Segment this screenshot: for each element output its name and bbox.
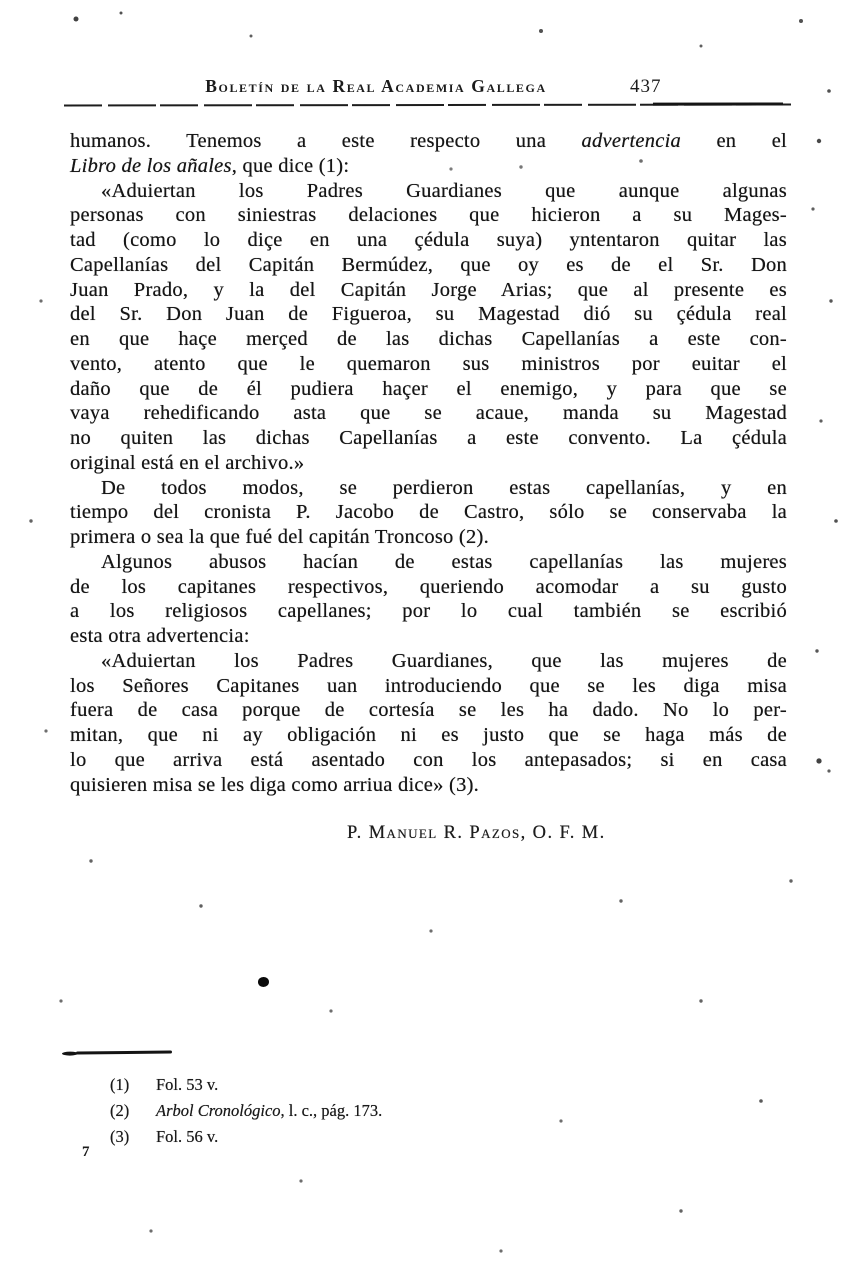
text-line: a los religiosos capellanes; por lo cual también se escribió [70, 600, 787, 623]
page-body [70, 129, 787, 797]
text-line: daño que de él pudiera haçer el enemigo, y para que se [70, 377, 787, 400]
sheet-number: 7 [82, 1144, 90, 1160]
author-signature: P. Manuel R. Pazos, O. F. M. [347, 823, 606, 843]
text-line: primera o sea la que fué del capitán Troncoso (2). [70, 526, 489, 548]
paragraph [70, 129, 787, 179]
paragraph [70, 179, 787, 476]
footnote-number: (2) [110, 1101, 130, 1120]
footnote [110, 1072, 630, 1098]
text-line: mitan, que ni ay obligación ni es justo que se haga más de [70, 724, 787, 746]
footnote [110, 1124, 630, 1150]
text-line: personas con siniestras delaciones que hicieron a su Mages- [70, 204, 787, 227]
scan-noise [0, 0, 2, 2]
text-line: original está en el archivo.» [70, 451, 305, 474]
text-line: quisieren misa se les diga como arriua dice» (3). [70, 773, 480, 796]
text-line: vento, atento que le quemaron sus ministros por euitar el [70, 352, 787, 375]
text-line: en que haçe merçed de las dichas Capellanías a este con- [70, 328, 787, 350]
text-line: Algunos abusos hacían de estas capellanías las mujeres [101, 550, 787, 573]
paragraph [70, 476, 787, 550]
ink-blot [258, 977, 269, 987]
journal-title: Boletín de la Real Academia Gallega [205, 76, 547, 96]
text-line: vaya rehedificando asta que se acaue, manda su Magestad [70, 402, 787, 425]
paragraph [70, 550, 787, 649]
footnotes [110, 1072, 630, 1150]
footnote-rule [76, 1050, 172, 1054]
text-line: lo que arriva está asentado con los antepasados; si en casa [70, 748, 787, 771]
text-line: Capellanías del Capitán Bermúdez, que oy es de el Sr. Don [70, 253, 787, 276]
page-number: 437 [630, 76, 662, 97]
text-line: Juan Prado, y la del Capitán Jorge Arias; que al presente es [70, 278, 787, 301]
text-line: «Aduiertan los Padres Guardianes que aunque algunas [101, 179, 787, 202]
paragraph [70, 649, 787, 798]
text-line: los Señores Capitanes uan introduciendo que se les diga misa [70, 674, 787, 697]
text-line: fuera de casa porque de cortesía se les ha dado. No lo per- [70, 699, 787, 722]
footnote [110, 1098, 630, 1124]
footnote-number: (3) [110, 1127, 130, 1146]
text-line: no quiten las dichas Capellanías a este convento. La çédula [70, 427, 787, 449]
text-line: tiempo del cronista P. Jacobo de Castro, sólo se conservaba la [70, 501, 787, 524]
footnote-text: Fol. 53 v. [156, 1075, 219, 1094]
running-header [0, 76, 850, 100]
text-line: Libro de los añales, que dice (1): [70, 154, 350, 177]
text-line: humanos. Tenemos a este respecto una advertencia en el [70, 130, 787, 152]
text-line: «Aduiertan los Padres Guardianes, que las mujeres de [101, 649, 787, 672]
footnote-text: Fol. 56 v. [156, 1127, 219, 1146]
text-line: tad (como lo diçe en una çédula suya) yntentaron quitar las [70, 229, 787, 251]
text-line: esta otra advertencia: [70, 625, 250, 647]
footnote-text: Arbol Cronológico, l. c., pág. 173. [156, 1101, 383, 1120]
header-rule [64, 102, 791, 106]
footnote-number: (1) [110, 1075, 130, 1094]
text-line: del Sr. Don Juan de Figueroa, su Magestad dió su çédula real [70, 303, 787, 326]
text-line: De todos modos, se perdieron estas capellanías, y en [101, 476, 787, 499]
text-line: de los capitanes respectivos, queriendo acomodar a su gusto [70, 575, 787, 598]
